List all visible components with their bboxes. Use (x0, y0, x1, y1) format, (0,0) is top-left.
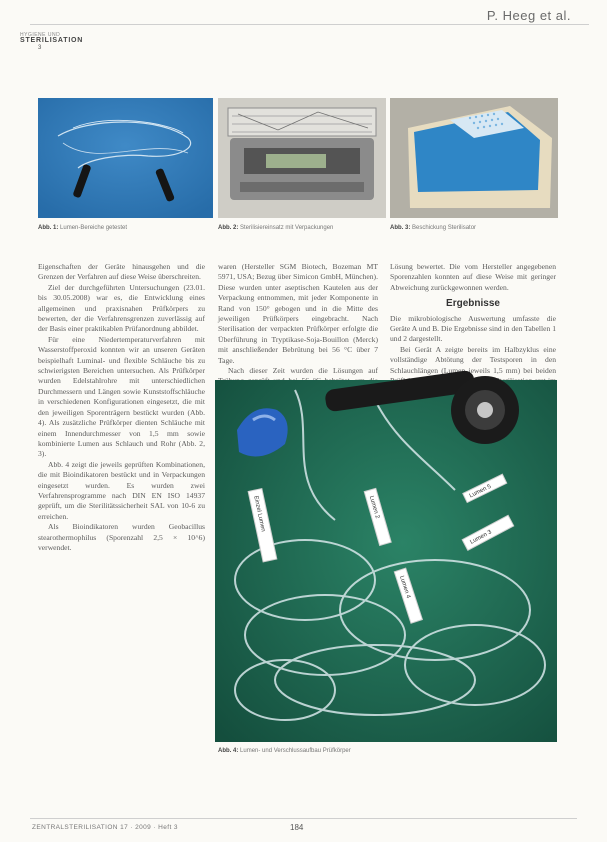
figure-1-text: Lumen-Bereiche getestet (60, 225, 128, 231)
figure-1-label: Abb. 1: (38, 225, 59, 231)
figure-1-photo (38, 98, 213, 218)
col1-paragraph: Abb. 4 zeigt die jeweils geprüften Kombinationen, die mit Bioindikatoren bestückt und in Verpackungen eingesetzt wurden. Es wurden zwei Verfahrensprogramme nach DIN EN ISO 14937 geprüft, um die Sterilitätssicherheit SAL von 10-6 zu erreichen. (38, 459, 205, 521)
header-rule (30, 24, 589, 25)
figure-3-photo (390, 98, 558, 218)
body-column-1 (38, 262, 205, 807)
section-title: STERILISATION (20, 37, 84, 44)
col3-results-paragraph: Bei Gerät A zeigte bereits im Halbzyklus eine vollständige Abtötung der Testsporen in den Schlauchlängen (Lumen jeweils 1,5 mm) bei beiden (390, 344, 556, 375)
figure-3-label: Abb. 3: (390, 225, 411, 231)
section-number: 3 (38, 45, 42, 51)
figure-4-caption (218, 748, 351, 754)
figure-2-caption (218, 225, 333, 231)
figure-4-photo (215, 380, 557, 742)
footer-rule (30, 818, 577, 819)
col2-paragraph: waren (Hersteller SGM Biotech, Bozeman MT 5971, USA; Bezug über Simicon GmbH, München). Diese wurden unter aseptischen Kautelen aus der Verpackung entnommen, mit jeder Komponente in Rand von 150° gebogen und in die Mitte des jeweiligen Prüfkörpers eingebracht. Nach Sterilisation der verpackten Prüfkörper erfolgte die Überführung in Tryptikase-Soja-Bouillon (Merck) mit anschließender Bebrütung bei 56 °C über 7 Tage. (218, 262, 378, 365)
figure-3-text: Beschickung Sterilisator (412, 225, 477, 231)
col1-paragraph: Eigenschaften der Geräte hinausgehen und die Grenzen der Verfahren auf diese Weise überschreiten. (38, 262, 205, 282)
figure-4-label: Abb. 4: (218, 748, 239, 754)
figure-2-photo (218, 98, 386, 218)
page-number: 184 (290, 823, 304, 832)
section-subtitle: HYGIENE UND (20, 32, 61, 38)
col3-paragraph: Lösung bewertet. Die vom Hersteller angegebenen Sporenzahlen konnten auf diese Weise mit geringer Abweichung zurückgewonnen werden. (390, 262, 556, 292)
col1-paragraph: Für eine Niedertemperaturverfahren mit Wasserstoffperoxid konnten wir an unseren Geräten beispielhaft Luminal- und flexible Schläuche bis zu schwierigsten Bereichen untersuchen. Als Prüfkörper wurden Edelstahlrohre mit unterschiedlichen Durchmessern und Längen sowie Kunststoffschläuche in verschiedenen Konfigurationen eingesetzt, die mit den jeweiligen Sporenträgern bestückt wurden (Abb. 4). Als zusätzliche Prüfkörper dienten Schläuche mit einem Innendurchmesser von 1,5 mm sowie kombinierte Lumen aus Schlauch und Rohr (Abb. 2, 3). (38, 334, 205, 459)
tube-label-5: Lumen 5 (468, 483, 493, 500)
tube-label-4: Lumen 4 (398, 575, 411, 600)
results-heading: Ergebnisse (446, 298, 500, 310)
figure-2-label: Abb. 2: (218, 225, 239, 231)
footer-journal: ZENTRALSTERILISATION 17 · 2009 · Heft 3 (32, 824, 178, 831)
tube-label-2: Lumen 2 (367, 495, 381, 520)
tube-label-1: Einzel Lumen (252, 495, 266, 533)
col3-results-paragraph: Die mikrobiologische Auswertung umfasste die Geräte A und B. Die Ergebnisse sind in den Tabellen 1 und 2 dargestellt. (390, 313, 556, 344)
figure-3-caption (390, 225, 476, 231)
tube-label-3: Lumen 3 (469, 529, 493, 546)
figure-4-text: Lumen- und Verschlussaufbau Prüfkörper (240, 748, 351, 754)
body-column-2 (218, 262, 378, 376)
figure-2-text: Sterilisiereinsatz mit Verpackungen (240, 225, 334, 231)
col1-paragraph: Als Bioindikatoren wurden Geobacillus stearothermophilus (Sporenzahl 2,5 × 10^6) verwendet. (38, 522, 205, 552)
author-header: P. Heeg et al. (486, 8, 571, 23)
body-column-3 (390, 262, 556, 375)
col2-paragraph: Nach dieser Zeit wurden die Lösungen auf (228, 366, 378, 376)
col1-paragraph: Ziel der durchgeführten Untersuchungen (23.01. bis 30.05.2008) war es, die Entwicklung eines allgemeinen und praxisnahen Prüfkörpers zu bewerten, der die Verfahrensgrenzen zuverlässig auf der Basis einer praktikablen Prüfanordnung abbildet. (38, 282, 205, 334)
figure-1-caption (38, 225, 127, 231)
